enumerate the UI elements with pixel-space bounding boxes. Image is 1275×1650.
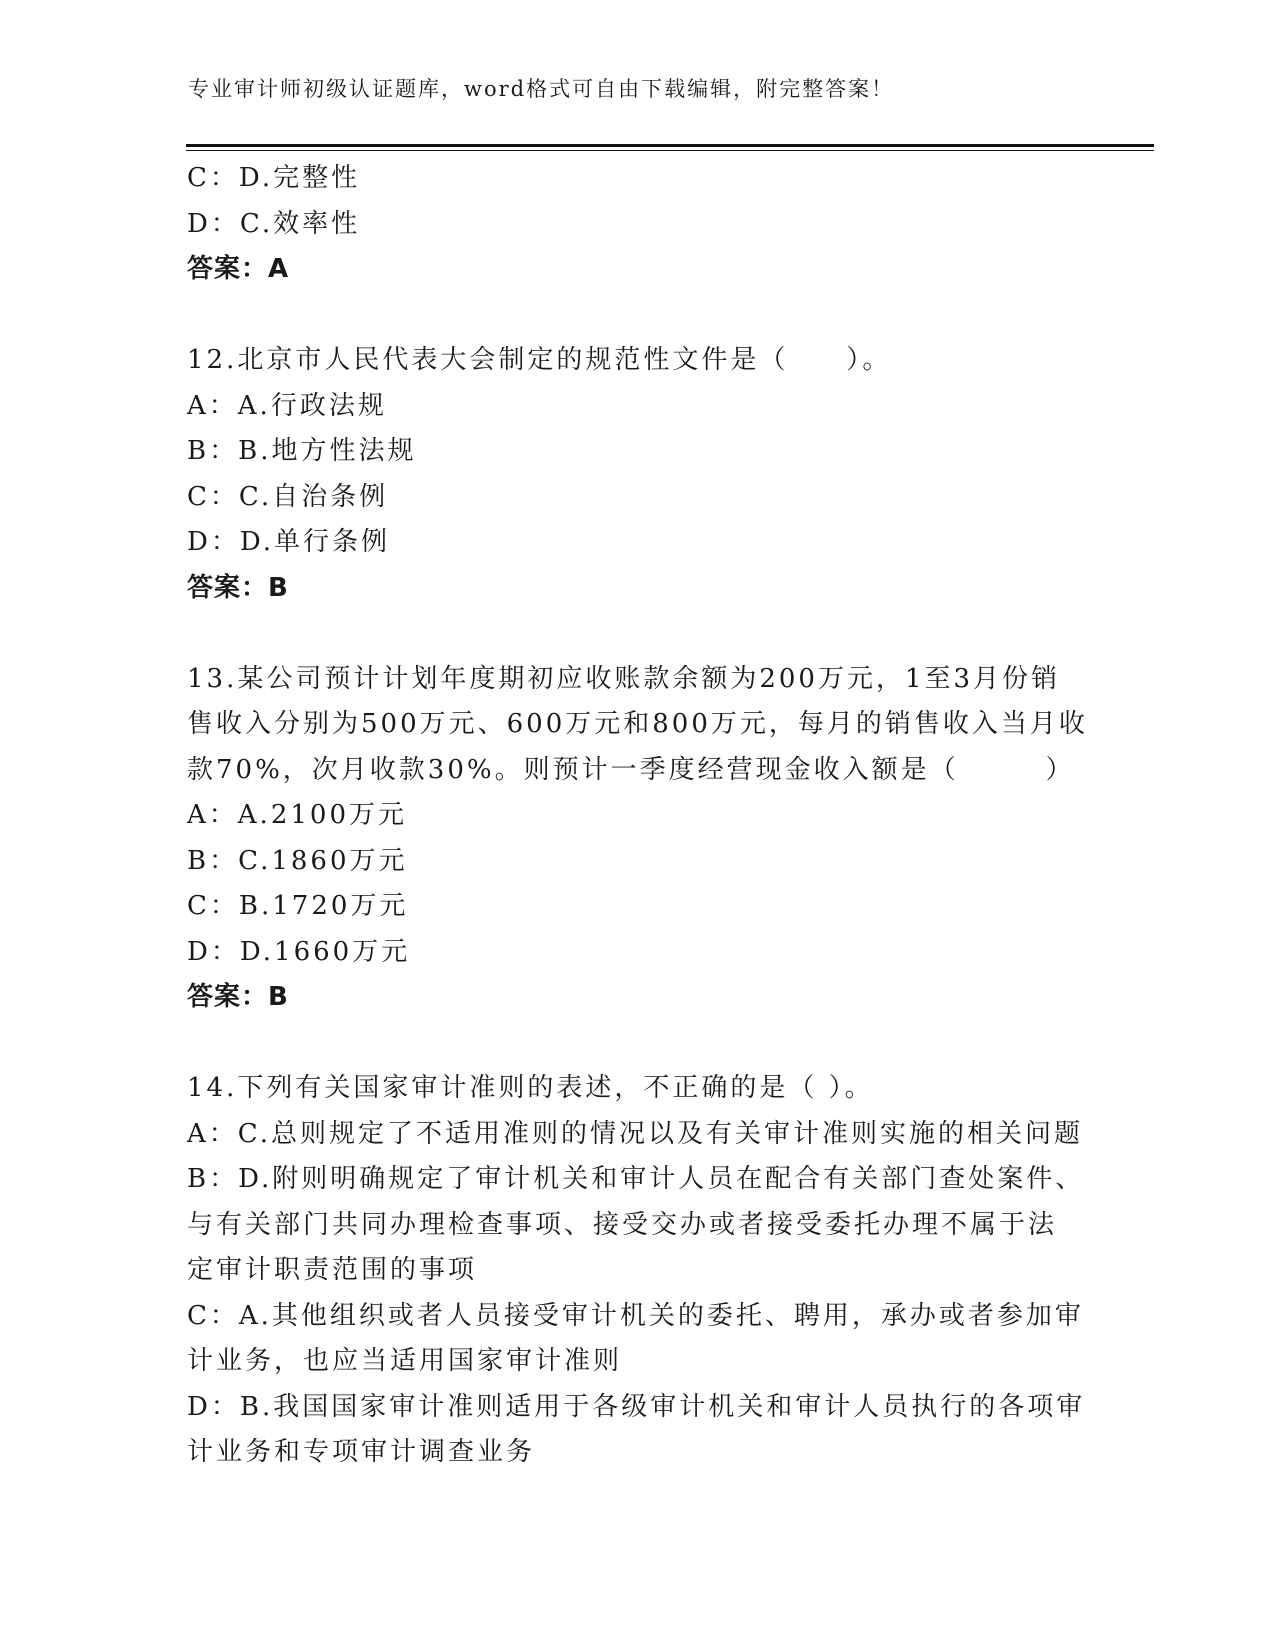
q13-stem-line-2: 售收入分别为500万元、600万元和800万元，每月的销售收入当月收 bbox=[187, 709, 1088, 739]
q14-option-b-line-2: 与有关部门共同办理检查事项、接受交办或者接受委托办理不属于法 bbox=[187, 1209, 1058, 1240]
q13-stem-line-3: 款70%，次月收款30%。则预计一季度经营现金收入额是（ ） bbox=[187, 754, 1075, 785]
q13-option-a: A：A.2100万元 bbox=[187, 800, 407, 830]
q13-option-c: C：B.1720万元 bbox=[187, 891, 409, 921]
q14-option-a: A：C.总则规定了不适用准则的情况以及有关审计准则实施的相关问题 bbox=[187, 1118, 1084, 1149]
q13-option-d: D：D.1660万元 bbox=[187, 936, 411, 967]
q12-option-d: D：D.单行条例 bbox=[187, 527, 391, 557]
q12-answer: 答案：B bbox=[187, 572, 289, 603]
q13-answer: 答案：B bbox=[187, 982, 289, 1012]
q12-option-a: A：A.行政法规 bbox=[187, 390, 387, 421]
header-rule-thin bbox=[186, 150, 1154, 151]
q12-option-b: B：B.地方性法规 bbox=[187, 436, 417, 466]
q11-option-d: D：C.效率性 bbox=[187, 208, 361, 239]
question-content bbox=[187, 156, 1087, 1476]
q11-answer: 答案：A bbox=[187, 254, 290, 284]
page-header: 专业审计师初级认证题库，word格式可自由下载编辑，附完整答案！ bbox=[188, 77, 895, 101]
spacer bbox=[187, 293, 1087, 339]
q14-stem: 14.下列有关国家审计准则的表述，不正确的是（ ）。 bbox=[187, 1073, 874, 1103]
q12-option-c: C：C.自治条例 bbox=[187, 481, 389, 512]
q12-stem: 12.北京市人民代表大会制定的规范性文件是（ ）。 bbox=[187, 345, 892, 375]
header-rule-thick bbox=[186, 144, 1154, 147]
q14-option-c-line-1: C：A.其他组织或者人员接受审计机关的委托、聘用，承办或者参加审 bbox=[187, 1300, 1084, 1331]
q14-option-d-line-2: 计业务和专项审计调查业务 bbox=[187, 1437, 536, 1467]
q14-option-d-line-1: D：B.我国国家审计准则适用于各级审计机关和审计人员执行的各项审 bbox=[187, 1391, 1086, 1422]
q13-stem-line-1: 13.某公司预计计划年度期初应收账款余额为200万元，1至3月份销 bbox=[187, 663, 1061, 694]
q14-option-c-line-2: 计业务，也应当适用国家审计准则 bbox=[187, 1346, 623, 1376]
q11-option-c: C：D.完整性 bbox=[187, 163, 361, 193]
q14-option-b-line-1: B：D.附则明确规定了审计机关和审计人员在配合有关部门查处案件、 bbox=[187, 1164, 1085, 1194]
q14-option-b-line-3: 定审计职责范围的事项 bbox=[187, 1255, 478, 1285]
q13-option-b: B：C.1860万元 bbox=[187, 845, 408, 876]
spacer bbox=[187, 1021, 1087, 1067]
spacer bbox=[187, 611, 1087, 657]
